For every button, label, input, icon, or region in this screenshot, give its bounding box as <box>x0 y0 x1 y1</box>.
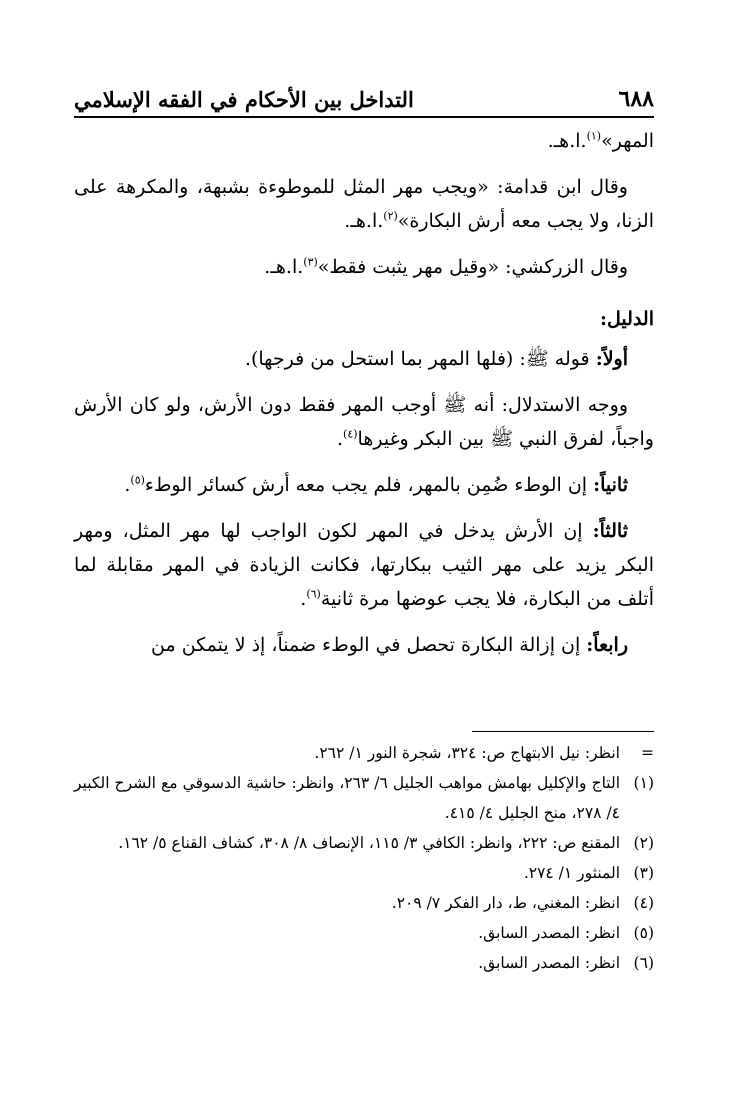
header-divider <box>74 116 654 118</box>
paragraph-3: وقال الزركشي: «وقيل مهر يثبت فقط»$^{(٣)}$.ا.هـ. <box>264 255 628 278</box>
paragraph-5: ووجه الاستدلال: أنه ﷺ أوجب المهر فقط دون الأرش، ولو كان الأرش واجباً، لفرق النبي ﷺ بين البكر وغيرها$^{(٤)}$. <box>74 394 654 450</box>
footnote-item: (١) التاج والإكليل بهامش مواهب الجليل ٦/ ٢٦٣، وانظر: حاشية الدسوقي مع الشرح الكبير ٤/ ٢٧٨، منح الجليل ٤/ ٤١٥. <box>74 774 654 822</box>
footnote-ref-4: (٤) <box>343 427 358 441</box>
main-text <box>74 124 654 674</box>
footnote-divider <box>472 731 654 732</box>
footnote-item: (٦) انظر: المصدر السابق. <box>478 954 654 972</box>
footnote-item: (٣) المنثور ١/ ٢٧٤. <box>523 864 654 882</box>
footnote-item: (٤) انظر: المغني، ط، دار الفكر ٧/ ٢٠٩. <box>391 894 654 912</box>
section-heading: الدليل: <box>600 308 654 330</box>
footnotes <box>74 738 654 978</box>
footnote-item: = انظر: نيل الابتهاج ص: ٣٢٤، شجرة النور ١/ ٢٦٢. <box>314 744 654 762</box>
running-title: التداخل بين الأحكام في الفقه الإسلامي <box>74 87 414 112</box>
footnote-item: (٥) انظر: المصدر السابق. <box>478 924 654 942</box>
page-header <box>74 78 654 112</box>
page-number: ٦٨٨ <box>618 86 654 112</box>
footnote-ref-5: (٥) <box>130 473 145 487</box>
footnote-item: (٢) المقنع ص: ٢٢٢، وانظر: الكافي ٣/ ١١٥، الإنصاف ٨/ ٣٠٨، كشاف القناع ٥/ ١٦٢. <box>118 834 654 852</box>
footnote-ref-2: (٢) <box>383 209 398 223</box>
paragraph-8: رابعاً: إن إزالة البكارة تحصل في الوطء ضمناً، إذ لا يتمكن من <box>151 634 628 656</box>
paragraph-2: وقال ابن قدامة: «ويجب مهر المثل للموطوءة بشبهة، والمكرهة على الزنا، ولا يجب معه أرش البكارة»$^{(٢)}$.ا.هـ. <box>74 176 654 232</box>
footnote-ref-6: (٦) <box>306 587 321 601</box>
paragraph-4: أولاً: قوله ﷺ: (فلها المهر بما استحل من فرجها). <box>244 348 628 370</box>
footnote-ref-1: (١) <box>586 129 602 143</box>
paragraph-7: ثالثاً: إن الأرش يدخل في المهر لكون الواجب لها مهر المثل، ومهر البكر يزيد على مهر الثيب ببكارتها، فكانت الزيادة في المهر مقابلة لما أتلف من البكارة، فلا يجب عوضها مرة ثانية$^{(٦)}$. <box>74 520 654 610</box>
paragraph-1: المهر»$^{(١)}$.ا.هـ. <box>547 129 654 152</box>
paragraph-6: ثانياً: إن الوطء ضُمِن بالمهر، فلم يجب معه أرش كسائر الوطء$^{(٥)}$. <box>124 473 628 496</box>
footnote-ref-3: (٣) <box>303 255 318 269</box>
